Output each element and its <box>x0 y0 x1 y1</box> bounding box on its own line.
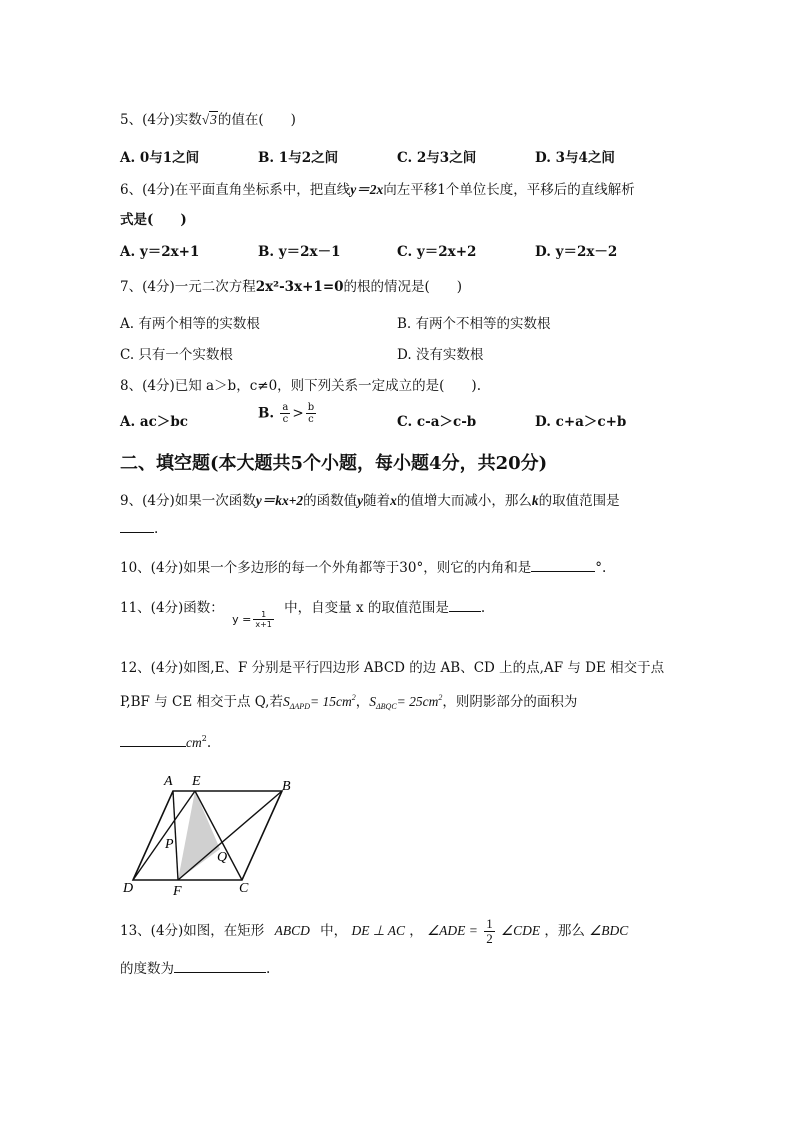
q8-frac-1-den: c <box>282 414 289 425</box>
q13-text-a: 13、(4分)如图，在矩形 <box>120 923 265 939</box>
label-f: F <box>173 884 182 898</box>
q5-option-a: A. 0与1之间 <box>120 150 200 166</box>
q9-end: . <box>154 521 159 537</box>
q7-text: 7、(4分)一元二次方程 <box>120 279 256 295</box>
q8-option-a: A. ac＞bc <box>120 414 189 430</box>
q13-angle-bdc: ∠BDC <box>589 923 629 938</box>
q12-blank[interactable] <box>120 734 186 747</box>
q12-s2: S <box>369 694 376 709</box>
question-11 <box>120 596 486 629</box>
q9-text-d: 的值增大而减小，那么 <box>396 493 532 509</box>
q12-sep: ， <box>355 694 370 710</box>
q8-frac-1 <box>280 402 290 425</box>
q12-end: . <box>206 735 212 751</box>
q11-text-a: 11、(4分)函数： <box>120 600 224 616</box>
question-10 <box>120 556 606 576</box>
q12-s1-sup: 2 <box>351 693 356 702</box>
q9-text-a: 9、(4分)如果一次函数 <box>120 493 256 509</box>
q13-rect: ABCD <box>274 923 310 938</box>
q6-option-d: D. y＝2x－2 <box>535 244 618 260</box>
q6-option-c: C. y＝2x+2 <box>397 244 477 260</box>
q5-radicand: 3 <box>210 112 217 127</box>
q8-option-c: C. c-a＞c-b <box>397 414 477 430</box>
q7-option-d: D. 没有实数根 <box>397 347 484 363</box>
q7-suffix: 的根的情况是( ) <box>343 279 463 295</box>
q5-option-b: B. 1与2之间 <box>258 150 339 166</box>
q9-answer-line <box>120 520 158 537</box>
question-9 <box>120 489 620 509</box>
q9-var-x: x <box>390 493 397 508</box>
question-5 <box>120 108 296 128</box>
q9-var-y: y <box>357 493 364 508</box>
segment-af <box>173 791 178 880</box>
label-q: Q <box>217 850 228 865</box>
q13-perp: DE ⊥ AC <box>351 923 405 938</box>
q12-answer-line <box>120 734 211 751</box>
q7-equation: 2x²-3x+1=0 <box>255 279 344 295</box>
parallelogram-figure <box>118 768 298 898</box>
label-e: E <box>192 774 201 789</box>
q13-answer-line <box>120 957 270 977</box>
label-a: A <box>164 774 173 789</box>
q5-suffix: 的值在( ) <box>217 112 296 128</box>
q12-area-2 <box>369 694 442 709</box>
q5-option-c: C. 2与3之间 <box>397 150 477 166</box>
q11-text-b: 中，自变量 x 的取值范围是 <box>284 600 449 616</box>
q13-line2: 的度数为 <box>120 961 174 977</box>
q8-option-b-label: B. <box>258 405 275 422</box>
q9-text-c: 随着 <box>363 493 391 509</box>
q13-text-c: ， <box>409 923 423 939</box>
q8-frac-2-den: c <box>308 414 314 425</box>
q6-option-a: A. y＝2x+1 <box>120 244 200 260</box>
q10-end: °. <box>595 560 607 576</box>
q12-unit-sup: 2 <box>201 734 207 743</box>
sqrt-symbol: √3 <box>201 112 217 127</box>
q12-area-1 <box>283 694 356 709</box>
q6-text-a: 6、(4分)在平面直角坐标系中，把直线 <box>120 182 351 198</box>
q9-equation: y＝kx+2 <box>255 493 304 508</box>
q12-s2-sub: ΔBQC <box>375 702 397 711</box>
label-d: D <box>123 881 134 896</box>
q11-blank[interactable] <box>449 599 481 612</box>
q12-text-b: ，则阴影部分的面积为 <box>442 694 578 710</box>
q8-gt: > <box>292 405 304 422</box>
question-12-line1: 12、(4分)如图,E、F 分别是平行四边形 ABCD 的边 AB、CD 上的点,AF 与 DE 相交于点 <box>120 660 665 676</box>
q11-y-eq: y = <box>232 612 252 626</box>
section-2-heading: 二、填空题(本大题共5个小题，每小题4分，共20分) <box>120 453 548 474</box>
label-p: P <box>165 837 174 852</box>
q8-option-d: D. c+a＞c+b <box>535 414 627 430</box>
q9-text-b: 的函数值 <box>303 493 358 509</box>
q13-text-b: 中， <box>320 923 348 939</box>
q8-frac-2 <box>306 402 316 425</box>
q13-frac-num: 1 <box>486 916 493 931</box>
question-6 <box>120 178 635 198</box>
q8-frac-2-num: b <box>307 402 315 413</box>
q12-s2-val: = 25cm <box>396 694 439 709</box>
q5-text: 5、(4分)实数 <box>120 112 202 128</box>
q10-blank[interactable] <box>531 559 595 572</box>
q6-line2: 式是( ) <box>120 212 187 228</box>
q13-frac-den: 2 <box>486 931 493 946</box>
question-8: 8、(4分)已知 a＞b，c≠0，则下列关系一定成立的是( ). <box>120 378 481 394</box>
question-13 <box>120 917 628 946</box>
label-b: B <box>282 779 291 794</box>
q5-option-d: D. 3与4之间 <box>535 150 615 166</box>
q13-text-d: ，那么 <box>544 923 585 939</box>
q12-s1: S <box>282 694 290 709</box>
question-7 <box>120 275 462 295</box>
question-12-line2 <box>120 690 577 711</box>
q11-frac-num: 1 <box>253 610 274 620</box>
q6-text-b: 向左平移1个单位长度，平移后的直线解析 <box>383 182 635 198</box>
q7-option-c: C. 只有一个实数根 <box>120 347 233 363</box>
q12-unit: cm <box>186 735 202 750</box>
q12-s1-val: = 15cm <box>309 694 352 709</box>
q13-frac <box>484 917 495 946</box>
q9-blank[interactable] <box>120 520 154 533</box>
q7-option-b: B. 有两个不相等的实数根 <box>397 316 551 332</box>
label-c: C <box>239 881 249 896</box>
q6-option-b: B. y＝2x－1 <box>258 244 341 260</box>
q11-frac <box>253 610 274 629</box>
q13-angle-cde: ∠CDE <box>501 923 541 938</box>
q13-blank[interactable] <box>174 960 266 973</box>
shaded-region <box>178 791 220 880</box>
q9-var-k: k <box>531 493 539 508</box>
q10-text: 10、(4分)如果一个多边形的每一个外角都等于30°，则它的内角和是 <box>120 560 532 576</box>
q9-text-e: 的取值范围是 <box>538 493 620 509</box>
q7-option-a: A. 有两个相等的实数根 <box>120 316 260 332</box>
q13-angle-ade: ∠ADE = <box>427 923 478 938</box>
q11-frac-den: x+1 <box>255 619 272 629</box>
q11-function <box>232 610 276 629</box>
q8-frac-1-num: a <box>282 402 289 413</box>
q13-end: . <box>266 961 271 977</box>
q8-option-b <box>258 402 318 425</box>
q12-s1-sub: ΔAPD <box>289 702 310 711</box>
q11-end: . <box>480 600 486 616</box>
q12-text-a: P,BF 与 CE 相交于点 Q,若 <box>120 694 283 710</box>
q12-s2-sup: 2 <box>438 693 443 702</box>
q6-equation: y＝2x <box>350 182 384 197</box>
